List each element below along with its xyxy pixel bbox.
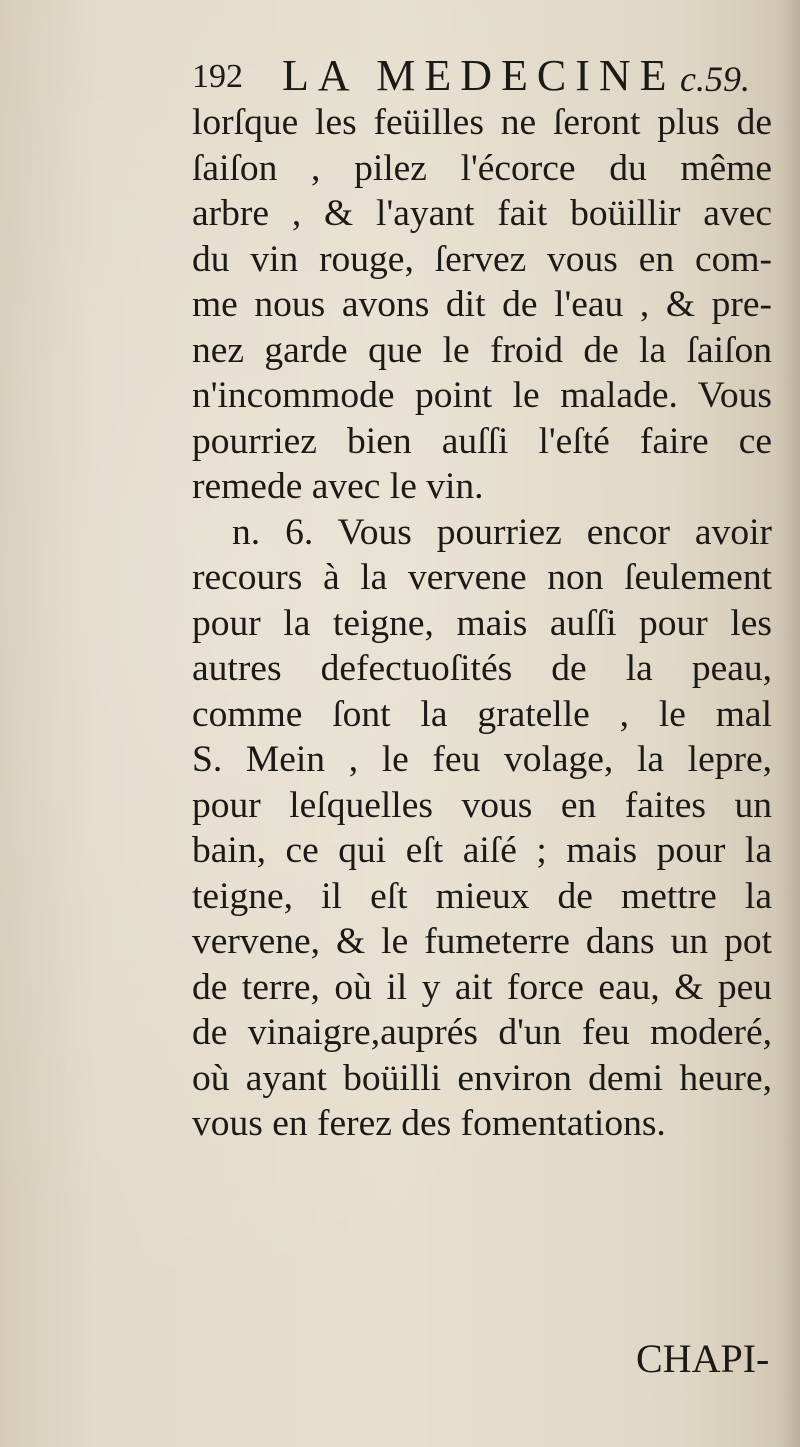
- text-line: où ayant boüilli environ demi heure,: [192, 1057, 772, 1099]
- text-line: recours à la vervene non ſeulement: [192, 557, 772, 598]
- text-line: pour la teigne, mais auſſi pour les: [192, 602, 772, 644]
- catchword: CHAPI-: [636, 1336, 770, 1381]
- text-line: de vinaigre,auprés d'un feu moderé,: [192, 1012, 772, 1053]
- text-line: arbre , & l'ayant fait boüillir avec: [192, 193, 772, 234]
- chapter-reference: c.59.: [680, 59, 750, 99]
- body-text: [192, 100, 772, 1147]
- text-line: comme ſont la gratelle , le mal: [192, 693, 772, 735]
- text-line: autres defectuoſités de la peau,: [192, 648, 772, 689]
- page-number: 192: [192, 58, 243, 95]
- text-line: de terre, où il y ait force eau, & peu: [192, 966, 772, 1008]
- text-line: pourriez bien auſſi l'eſté faire ce: [192, 420, 772, 462]
- running-title: LA MEDECINE: [282, 51, 676, 100]
- text-line: ſaiſon , pilez l'écorce du même: [192, 147, 772, 189]
- text-line: bain, ce qui eſt aiſé ; mais pour la: [192, 830, 772, 871]
- text-line: remede avec le vin.: [192, 466, 484, 507]
- text-line: lorſque les feüilles ne ſeront plus de: [192, 102, 772, 143]
- paragraph-start-line: n. 6. Vous pourriez encor avoir: [232, 511, 772, 553]
- text-line: teigne, il eſt mieux de mettre la: [192, 875, 772, 917]
- text-line: nez garde que le froid de la ſaiſon: [192, 329, 772, 371]
- page-header: [192, 50, 792, 100]
- text-line: vervene, & le fumeterre dans un pot: [192, 921, 772, 962]
- text-line: me nous avons dit de l'eau , & pre-: [192, 284, 772, 325]
- text-line: S. Mein , le feu volage, la lepre,: [192, 739, 772, 780]
- text-line: du vin rouge, ſervez vous en com-: [192, 238, 772, 280]
- text-line: pour leſquelles vous en faites un: [192, 784, 772, 826]
- text-line: n'incommode point le malade. Vous: [192, 375, 772, 416]
- text-line: vous en ferez des fomentations.: [192, 1103, 666, 1144]
